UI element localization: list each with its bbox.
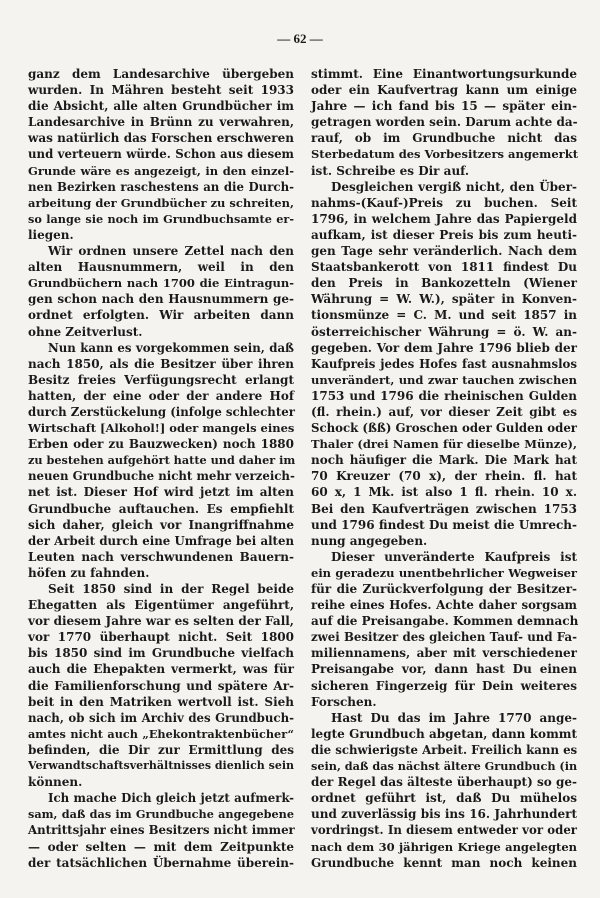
text-line: die Absicht, alle alten Grundbücher im (28, 99, 294, 114)
text-line: Grundbuche kennt man noch keinen (311, 855, 577, 870)
text-line: Antrittsjahr eines Besitzers nicht immer (28, 823, 295, 838)
text-line: Sterbedatum des Vorbesitzers angemerkt (311, 147, 579, 162)
text-line: beit in den Matriken wertvoll ist. Sieh (28, 694, 294, 709)
text-line: und zuverlässig bis ins 16. Jahrhundert (311, 807, 577, 822)
text-line: Desgleichen vergiß nicht, den Über- (331, 179, 577, 194)
text-line: können. (28, 775, 83, 790)
text-line: Seit 1850 sind in der Regel beide (48, 582, 294, 596)
paragraph (311, 66, 577, 179)
text-line: Forschen. (311, 694, 377, 709)
text-line: so lange sie noch im Grundbuchsamte er- (28, 211, 294, 226)
text-line: stimmt. Eine Einantwortungsurkunde (311, 67, 577, 81)
text-line: nach dem 30 jährigen Kriege angelegten (311, 839, 577, 854)
text-line: alten Hausnummern, weil in den (28, 260, 294, 275)
text-line: den Preis in Bankozetteln (Wiener (311, 276, 577, 291)
text-line: Grundbuche auftauchen. Es empfiehlt (28, 501, 294, 516)
text-line: was natürlich das Forschen erschweren (28, 131, 294, 146)
text-line: Währung = W. W.), später in Konven- (311, 292, 577, 307)
text-line: nung angegeben. (311, 533, 428, 548)
text-line: der Arbeit durch eine Umfrage bei alten (28, 533, 294, 548)
text-line: bis 1850 sind im Grundbuche vielfach (28, 646, 294, 661)
text-line: durch Zerstückelung (infolge schlechter (28, 404, 295, 419)
text-line: Wirtschaft [Alkohol!] oder mangels eines (28, 421, 295, 436)
text-line: hatten, der eine oder der andere Hof (28, 388, 294, 403)
text-line: Landesarchive in Brünn zu verwahren, (28, 115, 294, 130)
text-line: arbeitung der Grundbücher zu schreiten, (28, 195, 294, 210)
text-line: rauf, ob im Grundbuche nicht das (311, 131, 577, 146)
paragraph (28, 581, 294, 790)
text-line: oder ein Kaufvertrag kann um einige (311, 83, 577, 98)
paragraph (28, 243, 294, 340)
text-line: Wir ordnen unsere Zettel nach den (48, 244, 294, 259)
text-line: der Regel das älteste überhaupt) so ge- (311, 775, 577, 790)
text-line: Jahre — ich fand bis 15 — später ein- (311, 99, 577, 114)
text-line: gen schon nach den Hausnummern ge- (28, 292, 294, 307)
paragraph (311, 710, 577, 871)
text-line: auf die Preisangabe. Kommen demnach (311, 614, 579, 629)
text-line: die schwierigste Arbeit. Freilich kann es (311, 742, 578, 757)
text-line: Staatsbankerott von 1811 findest Du (311, 260, 577, 275)
text-line: Schock (ßß) Groschen oder Gulden oder (311, 421, 577, 436)
text-line: sein, daß das nächst ältere Grundbuch (in (311, 759, 578, 774)
text-line: und 1796 findest Du meist die Umrech- (311, 517, 577, 532)
text-line: tionsmünze = C. M. und seit 1857 in (311, 308, 577, 323)
text-line: ordnet geführt ist, daß Du mühelos (311, 791, 577, 806)
text-line: befinden, die Dir zur Ermittlung des (28, 742, 294, 757)
text-line: vor diesem Jahre war es selten der Fall, (28, 614, 294, 629)
text-line: österreichischer Währung = ö. W. an- (311, 324, 577, 339)
text-line: 70 Kreuzer (70 x), der rhein. fl. hat (311, 469, 577, 484)
text-line: aufkam, ist dieser Preis bis zum heuti- (311, 227, 577, 242)
text-line: sam, daß das im Grundbuche angegebene (28, 807, 294, 822)
text-line: nach 1850, als die Besitzer über ihren (28, 356, 294, 371)
text-line: noch häufiger die Mark. Die Mark hat (311, 453, 577, 468)
text-line: zwei Besitzer des gleichen Tauf- und Fa- (311, 630, 577, 645)
text-line: ein geradezu unentbehrlicher Wegweiser (311, 565, 577, 580)
text-line: Preisangabe vor, dann hast Du einen (311, 662, 577, 677)
text-line: höfen zu fahnden. (28, 565, 150, 580)
text-line: net ist. Dieser Hof wird jetzt im alten (28, 485, 294, 500)
text-line: 1753 und 1796 die rheinischen Gulden (311, 388, 577, 403)
text-line: neuen Grundbuche nicht mehr verzeich- (28, 469, 295, 484)
text-line: Grunde wäre es angezeigt, in den einzel- (28, 163, 294, 178)
text-line: Erben oder zu Bauzwecken) noch 1880 (28, 437, 294, 452)
text-line: ohne Zeitverlust. (28, 324, 143, 339)
text-line: vor 1770 überhaupt nicht. Seit 1800 (28, 630, 294, 645)
text-line: nahms-(Kauf-)Preis zu buchen. Seit (311, 195, 577, 210)
column-right (311, 66, 577, 871)
text-line: der tatsächlichen Übernahme überein- (28, 855, 294, 870)
text-line: zu bestehen aufgehört hatte und daher im (28, 453, 296, 468)
paragraph (28, 66, 294, 243)
text-line: gen Tage sehr veränderlich. Nach dem (311, 244, 577, 259)
text-line: Leuten nach verschwundenen Bauern- (28, 549, 294, 564)
text-line: gegeben. Vor dem Jahre 1796 blieb der (311, 340, 577, 355)
text-line: (fl. rhein.) auf, vor dieser Zeit gibt es (311, 404, 577, 419)
text-line: Nun kann es vorgekommen sein, daß (48, 340, 294, 355)
text-line: 1796, in welchem Jahre das Papiergeld (311, 211, 577, 226)
text-line: reihe eines Hofes. Achte daher sorgsam (311, 598, 577, 613)
text-line: Ehegatten als Eigentümer angeführt, (28, 598, 294, 613)
text-line: liegen. (28, 227, 74, 242)
text-line: — oder selten — mit dem Zeitpunkte (28, 839, 294, 854)
text-line: amtes nicht auch „Ehekontraktenbücher“ (28, 726, 294, 741)
text-line: unverändert, und zwar tauchen zwischen (311, 372, 577, 387)
text-line: Ich mache Dich gleich jetzt aufmerk- (48, 791, 294, 806)
text-line: Grundbüchern nach 1700 die Eintragun- (28, 276, 294, 291)
text-line: wurden. In Mähren besteht seit 1933 (28, 83, 294, 98)
text-line: ordnet erfolgten. Wir arbeiten dann (28, 308, 294, 323)
text-line: Bei den Kaufverträgen zwischen 1753 (311, 501, 577, 516)
page-number: — 62 — (277, 31, 323, 46)
text-line: nach, ob sich im Archiv des Grundbuch- (28, 710, 294, 725)
text-line: Dieser unveränderte Kaufpreis ist (331, 549, 577, 564)
text-line: sich daher, gleich vor Inangriffnahme (28, 517, 294, 532)
text-line: sicheren Fingerzeig für Dein weiteres (311, 678, 577, 693)
text-line: Verwandtschaftsverhältnisses dienlich sein (28, 759, 294, 773)
text-line: für die Zurückverfolgung der Besitzer- (311, 582, 577, 596)
text-line: und verteuern würde. Schon aus diesem (28, 147, 294, 162)
text-line: Besitz freies Verfügungsrecht erlangt (28, 372, 294, 387)
text-line: getragen worden sein. Darum achte da- (311, 115, 578, 130)
text-line: ist. Schreibe es Dir auf. (311, 163, 470, 178)
paragraph (28, 340, 294, 581)
text-line: vordringst. In diesem entweder vor oder (311, 823, 577, 838)
text-line: miliennamens, aber mit verschiedener (311, 646, 577, 661)
text-line: Hast Du das im Jahre 1770 ange- (331, 710, 577, 725)
text-line: nen Bezirken raschestens an die Durch- (28, 179, 294, 194)
text-line: auch die Ehepakten vermerkt, was für (28, 662, 294, 677)
text-line: ganz dem Landesarchive übergeben (28, 67, 294, 81)
text-line: die Familienforschung und spätere Ar- (28, 678, 294, 693)
paragraph (311, 179, 577, 549)
text-line: Kaufpreis jedes Hofes fast ausnahmslos (311, 356, 577, 371)
column-left (28, 66, 294, 871)
paragraph (28, 790, 294, 870)
text-line: 60 x, 1 Mk. ist also 1 fl. rhein. 10 x. (311, 485, 577, 500)
paragraph (311, 549, 577, 710)
text-line: legte Grundbuch abgetan, dann kommt (311, 726, 577, 741)
text-line: Thaler (drei Namen für dieselbe Münze), (311, 437, 577, 452)
